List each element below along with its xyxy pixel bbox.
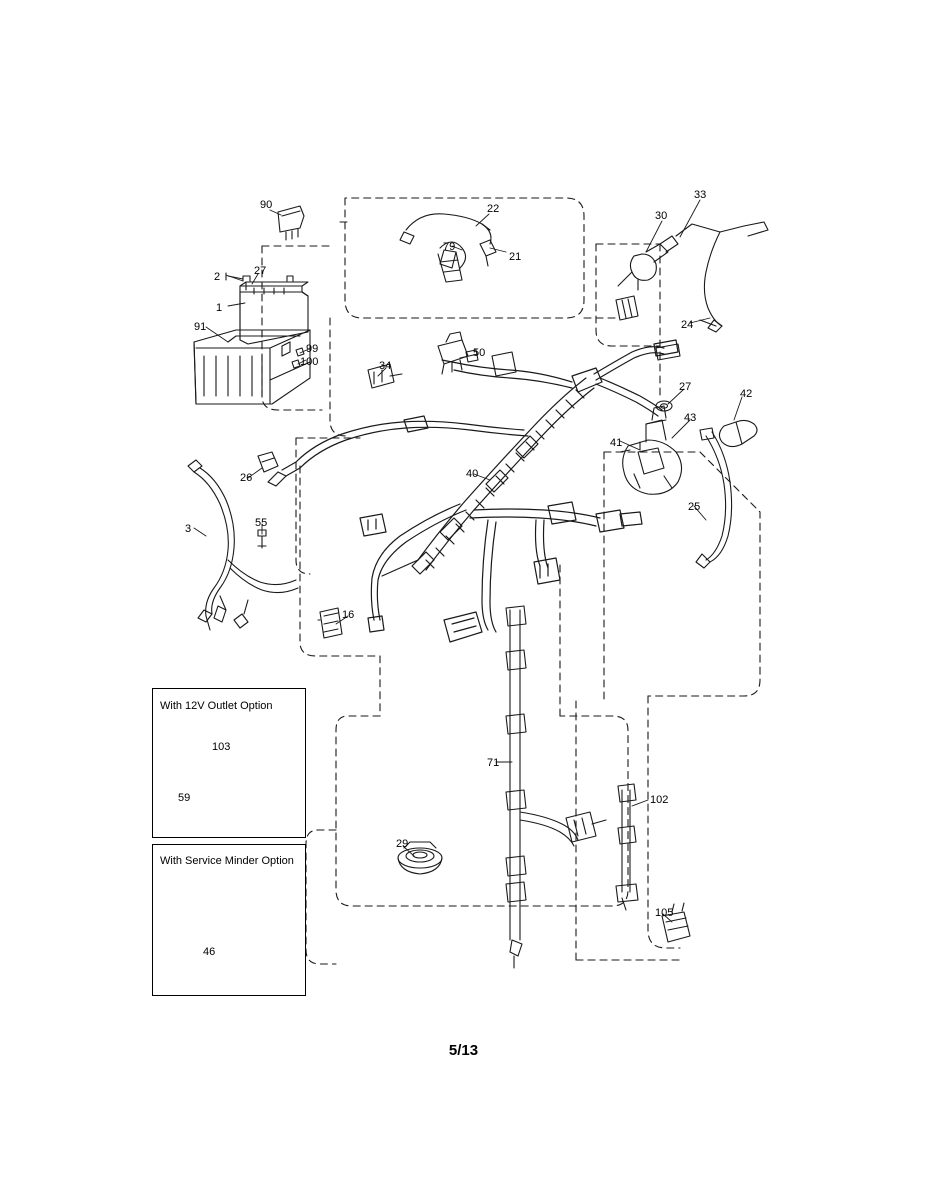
callout-24: 24 [681, 319, 694, 331]
callout-91: 91 [194, 321, 207, 333]
part-40-main-harness [268, 340, 678, 642]
part-16-switch [318, 608, 342, 638]
callout-16: 16 [342, 609, 355, 621]
callout-21: 21 [509, 251, 522, 263]
connector-block-a [492, 296, 680, 376]
callout-1: 1 [216, 302, 223, 314]
battery-assembly [194, 273, 310, 404]
callout-26: 26 [240, 472, 253, 484]
part-33-cable [676, 222, 768, 332]
callout-79: 79 [443, 241, 456, 253]
part-102-cable [616, 784, 638, 910]
option-panel-service-label: With Service Minder Option [160, 855, 294, 867]
callout-99: 99 [306, 343, 319, 355]
callout-25: 25 [688, 501, 701, 513]
part-3-cable [188, 460, 298, 630]
callout-43: 43 [684, 412, 697, 424]
part-43-solenoid [620, 406, 682, 494]
part-50-switch [438, 332, 478, 374]
callout-59: 59 [178, 792, 191, 804]
callout-42: 42 [740, 388, 753, 400]
callout-27-solenoid: 27 [679, 381, 692, 393]
callout-2: 2 [214, 271, 221, 283]
callout-55: 55 [255, 517, 268, 529]
callout-33: 33 [694, 189, 707, 201]
callout-103: 103 [212, 741, 231, 753]
option-panel-12v-label: With 12V Outlet Option [160, 700, 273, 712]
callout-71: 71 [487, 757, 500, 769]
part-42-connector [719, 420, 757, 446]
callout-22: 22 [487, 203, 500, 215]
page-number: 5/13 [448, 1042, 479, 1059]
callout-100: 100 [300, 356, 319, 368]
part-71-cable [506, 606, 606, 968]
callout-105: 105 [655, 907, 674, 919]
callout-27-battery: 27 [254, 265, 267, 277]
callout-50: 50 [473, 347, 486, 359]
callout-30: 30 [655, 210, 668, 222]
callout-3: 3 [185, 523, 192, 535]
part-90-relay [278, 206, 304, 240]
callout-102: 102 [650, 794, 669, 806]
callout-46: 46 [203, 946, 216, 958]
callout-40: 40 [466, 468, 479, 480]
callout-41: 41 [610, 437, 623, 449]
callout-90: 90 [260, 199, 273, 211]
callout-29: 29 [396, 838, 409, 850]
callout-34: 34 [379, 360, 392, 372]
part-25-cable [696, 428, 732, 568]
